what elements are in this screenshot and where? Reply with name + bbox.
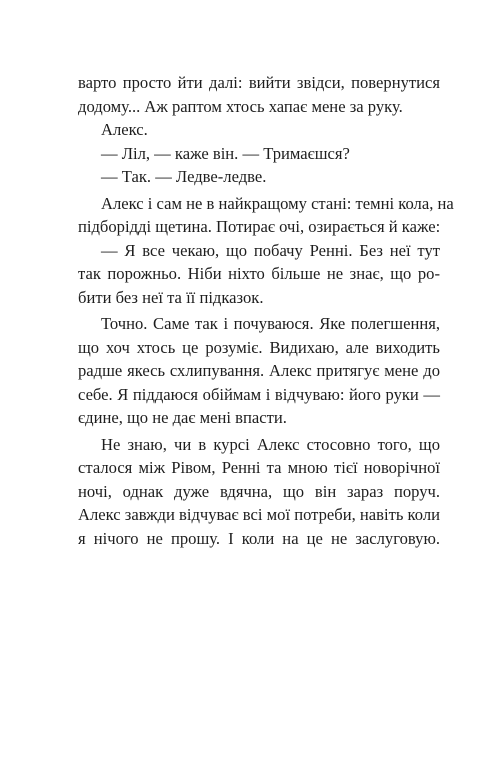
dialogue-line: бити без неї та її підказок. [78,287,264,307]
text-line: що хоч хтось це розуміє. Видихаю, але виходить [78,337,440,357]
dialogue-line: — Я все чекаю, що побачу Ренні. Без неї тут [101,240,440,260]
text-line: варто просто йти далі: вийти звідси, повернутися [78,73,440,92]
text-line: я нічого не прошу. І коли на це не заслуговую. [78,528,440,548]
text-line: радше якесь схлипування. Алекс притягує мене до [78,361,440,380]
text-line: сталося між Рівом, Ренні та мною тієї новорічної [78,458,440,477]
text-line: Алекс. [101,120,148,139]
dialogue-line: — Так. — Ледве-ледве. [101,167,267,186]
text-line: підборідді щетина. Потирає очі, озирається й каже: [78,217,441,236]
body-text [78,71,454,550]
text-line: Алекс і сам не в найкращому стані: темні кола, на [101,193,454,213]
text-line: Точно. Саме так і почуваюся. Яке полегшення, [101,314,440,333]
text-line: Алекс завжди відчуває всі мої потреби, навіть коли [78,505,441,524]
text-line: Не знаю, чи в курсі Алекс стосовно того, що [101,434,440,454]
text-line: додому... Аж раптом хтось хапає мене за руку. [78,96,403,116]
dialogue-line: — Ліл, — каже він. — Тримаєшся? [101,143,350,163]
text-line: ночі, однак дуже вдячна, що він зараз поруч. [78,481,440,501]
text-line: себе. Я піддаюся обіймам і відчуваю: його руки — [78,384,440,404]
dialogue-line: так порожньо. Ніби ніхто більше не знає, що ро- [78,264,440,283]
text-line: єдине, що не дає мені впасти. [78,408,287,427]
